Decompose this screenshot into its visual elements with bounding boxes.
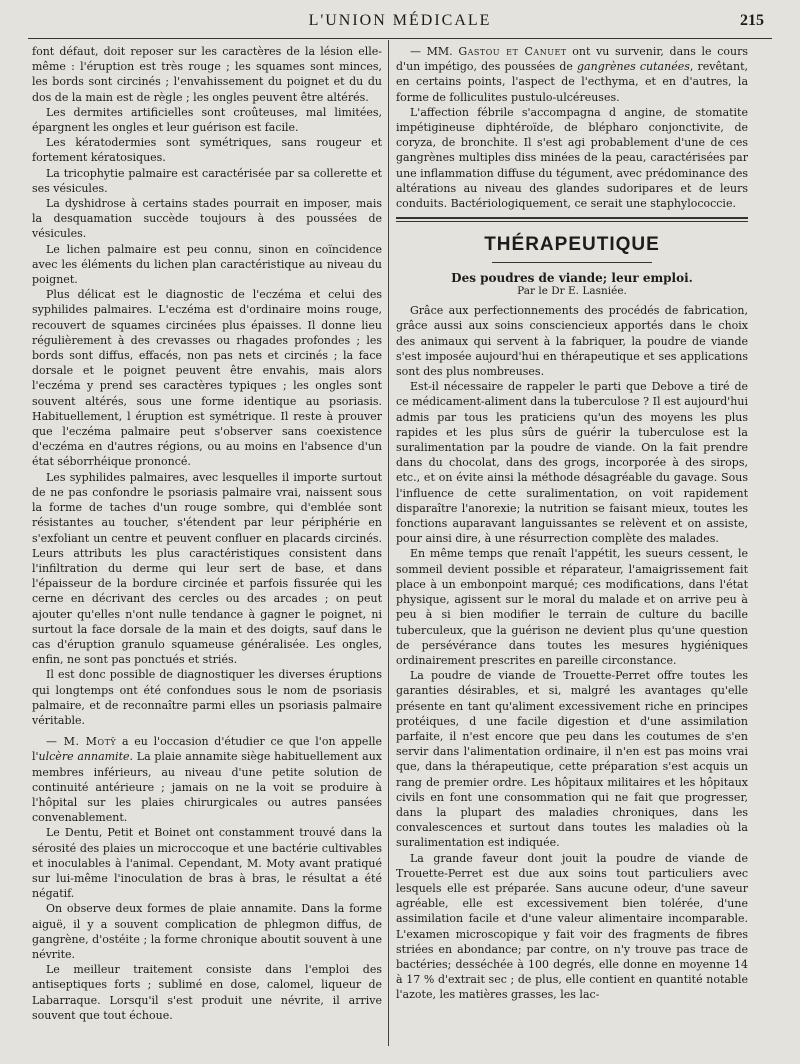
- header-rule: [28, 38, 772, 39]
- text-run: . La plaie annamite siège habituellement aux membres inférieurs, au niveau d'une petite solution de continuité antérieure ; jamais on ne la voit se produire à l'hôpital sur les plaies chirurgicales ou autres pansées convenablement.: [32, 750, 382, 825]
- right-column: [396, 44, 748, 1003]
- page-number: 215: [740, 12, 764, 29]
- paragraph: La dyshidrose à certains stades pourrait en imposer, mais la desquamation succède toujours à des poussées de vésicules.: [32, 197, 382, 241]
- paragraph: Plus délicat est le diagnostic de l'eczéma et celui des syphilides palmaires. L'eczéma est d'ordinaire moins rouge, recouvert de squames circinées plus épaisses. Il donne lieu régulièrement à des crevasses ou rhagades profondes ; les bords sont diffus, effacés, non pas nets et circinés ; la face dorsale et le poignet peuvent être envahis, mais alors l'eczéma y prend ses caractères typiques ; les ongles sont souvent altérés, sous une forme identique au psoriasis. Habituellement, l éruption est symétrique. Il reste à prouver que l'eczéma palmaire peut s'observer sans coexistence d'eczéma en d'autres régions, ou au moins en l'absence d'un état séborrhéique prononcé.: [32, 288, 382, 469]
- paragraph: Les dermites artificielles sont croûteuses, mal limitées, épargnent les ongles et leur guérison est facile.: [32, 105, 382, 135]
- paragraph: En même temps que renaît l'appétit, les sueurs cessent, le sommeil devient possible et réparateur, l'amaigrissement fait place à un embonpoint marqué; ces modifications, dans l'état physique, agissent sur le moral du malade et on arrive peu à peu à si bien modifier le terrain de culture du bacille tuberculeux, que la guérison ne devient plus qu'une question de persévérance dans toutes les mesures hygiéniques ordinairement prescrites en pareille circonstance.: [396, 547, 748, 667]
- paragraph: Grâce aux perfectionnements des procédés de fabrication, grâce aussi aux soins consciencieux apportés dans le choix des animaux qui servent à la fabriquer, la poudre de viande s'est imposée aujourd'hui en thérapeutique et ses applications sont des plus nombreuses.: [396, 304, 748, 379]
- section-title: THÉRAPEUTIQUE: [484, 234, 660, 256]
- text-run: , revêtant, en certains points, l'aspect de l'ecthyma, et en d'autres, la forme de folliculites pustulo-ulcéreuses.: [396, 60, 748, 104]
- left-column: [32, 44, 382, 1023]
- paragraph: Le lichen palmaire est peu connu, sinon en coïncidence avec les éléments du lichen plan caractéristique au niveau du poignet.: [32, 242, 382, 287]
- paragraph: Il est donc possible de diagnostiquer les diverses éruptions qui longtemps ont été confondues sous le nom de psoriasis palmaire, et de reconnaître parmi elles un psoriasis palmaire véritable.: [32, 668, 382, 727]
- column-divider: [388, 40, 389, 1046]
- paragraph: [32, 734, 382, 825]
- term: gangrènes cutanées: [577, 60, 690, 74]
- section-rule: [396, 217, 748, 222]
- paragraph: [396, 44, 748, 105]
- running-title: L'UNION MÉDICALE: [308, 12, 492, 29]
- paragraph: Les syphilides palmaires, avec lesquelles il importe surtout de ne pas confondre le psoriasis palmaire vrai, naissent sous la forme de taches d'un rouge sombre, qui d'emblée sont résistantes au toucher, s'étendent par leur périphérie en s'exfoliant un centre et peuvent confluer en placards circinés. Leurs attributs les plus caractéristiques consistent dans l'infiltration du derme qui leur sert de base, et dans l'épaisseur de la bordure circinée et parfois fissurée qui les cerne en décrivant des cercles ou des arcades ; on peut ajouter qu'elles n'ont nulle tendance à gagner le poignet, ni surtout la face dorsale de la main et des doigts, sauf dans le cas d'éruption granulo squameuse généralisée. Les ongles, enfin, ne sont pas ponctués et striés.: [32, 470, 382, 667]
- paragraph: La poudre de viande de Trouette-Perret offre toutes les garanties désirables, et si, malgré les avantages qu'elle présente en tant qu'aliment excessivement riche en principes protéiques, d une facile digestion et d'une assimilation parfaite, il n'est encore que peu dans les coutumes de s'en servir dans l'alimentation ordinaire, il n'en est pas moins vrai que, dans la thérapeutique, cette préparation s'est acquis un rang de premier ordre. Les hôpitaux militaires et les hôpitaux civils en font une consommation qui ne fait que progresser, dans la plupart des maladies chroniques, dans les convalescences et surtout dans toutes les maladies où la suralimentation est indiquée.: [396, 669, 748, 850]
- text-run: — MM.: [410, 45, 459, 58]
- paragraph: Les kératodermies sont symétriques, sans rougeur et fortement kératosiques.: [32, 136, 382, 165]
- author-names: Gastou et Canuet: [458, 45, 567, 58]
- text-run: a eu l'occasion d'étudier ce que l'on appelle l': [32, 735, 382, 764]
- paragraph: La grande faveur dont jouit la poudre de viande de Trouette-Perret est due aux soins tout particuliers avec lesquels elle est préparée. Sans aucune odeur, d'une saveur agréable, elle est excessivement bien tolérée, d'une assimilation facile et d'une valeur alimentaire incomparable. L'examen microscopique y fait voir des fragments de fibres striées en abondance; par contre, on n'y trouve pas trace de bactéries; desséchée à 100 degrés, elle donne en moyenne 14 à 17 % d'extrait sec ; de plus, elle contient en quantité notable l'azote, les matières grasses, les lac-: [396, 851, 748, 1002]
- author-name: — M. Motÿ: [46, 735, 117, 749]
- section-underline: [492, 262, 652, 263]
- paragraph: font défaut, doit reposer sur les caractères de la lésion elle-même : l'éruption est très rouge ; les squames sont minces, les bords sont circinés ; l'envahissement du poignet et du du dos de la main est de règle ; les ongles peuvent être altérés.: [32, 45, 382, 104]
- paragraph: La tricophytie palmaire est caractérisée par sa collerette et ses vésicules.: [32, 166, 382, 195]
- paragraph: Le meilleur traitement consiste dans l'emploi des antiseptiques forts ; sublimé en dose, calomel, liqueur de Labarraque. Lorsqu'il s'est produit une névrite, il arrive souvent que tout échoue.: [32, 963, 382, 1022]
- paragraph: L'affection fébrile s'accompagna d angine, de stomatite impétigineuse diphtéroïde, de blépharo conjonctivite, de coryza, de bronchite. Il s'est agi probablement d'une de ces gangrènes multiples diss minées de la peau, caractérisées par une inflammation diffuse du tégument, avec prédominance des altérations au niveau des glandes sudoripares et de leurs conduits. Bactériologiquement, ce serait une staphylococcie.: [396, 105, 748, 211]
- paragraph: On observe deux formes de plaie annamite. Dans la forme aiguë, il y a souvent complication de phlegmon diffus, de gangrène, d'ostéite ; la forme chronique aboutit souvent à une névrite.: [32, 902, 382, 961]
- paragraph: Le Dentu, Petit et Boinet ont constamment trouvé dans la sérosité des plaies un microccoque et une bactérie cultivables et inoculables à l'animal. Cependant, M. Moty avant pratiqué sur lui-même l'inoculation de bras à bras, le résultat a été négatif.: [32, 826, 382, 901]
- article-author: Par le Dr E. Lasniée.: [517, 285, 627, 298]
- article-title: Des poudres de viande; leur emploi.: [451, 271, 693, 286]
- text-run: ont vu survenir, dans le cours d'un impétigo, des poussées de: [396, 45, 748, 74]
- page-header: [30, 8, 770, 36]
- paragraph: Est-il nécessaire de rappeler le parti que Debove a tiré de ce médicament-aliment dans la tuberculose ? Il est aujourd'hui admis par tous les praticiens qu'un des moyens les plus rapides et les plus sûrs de guérir la tuberculose est la suralimentation par la poudre de viande. On la fait prendre dans du chocolat, dans des grogs, incorporée à des sirops, etc., et on évite ainsi la méthode désagréable du gavage. Sous l'influence de cette suralimentation, on voit rapidement disparaître l'anorexie; la nutrition se faisant mieux, toutes les fonctions auparavant languissantes se relèvent et on assiste, pour ainsi dire, à une résurrection complète des malades.: [396, 380, 748, 546]
- term: ulcère annamite: [38, 750, 130, 764]
